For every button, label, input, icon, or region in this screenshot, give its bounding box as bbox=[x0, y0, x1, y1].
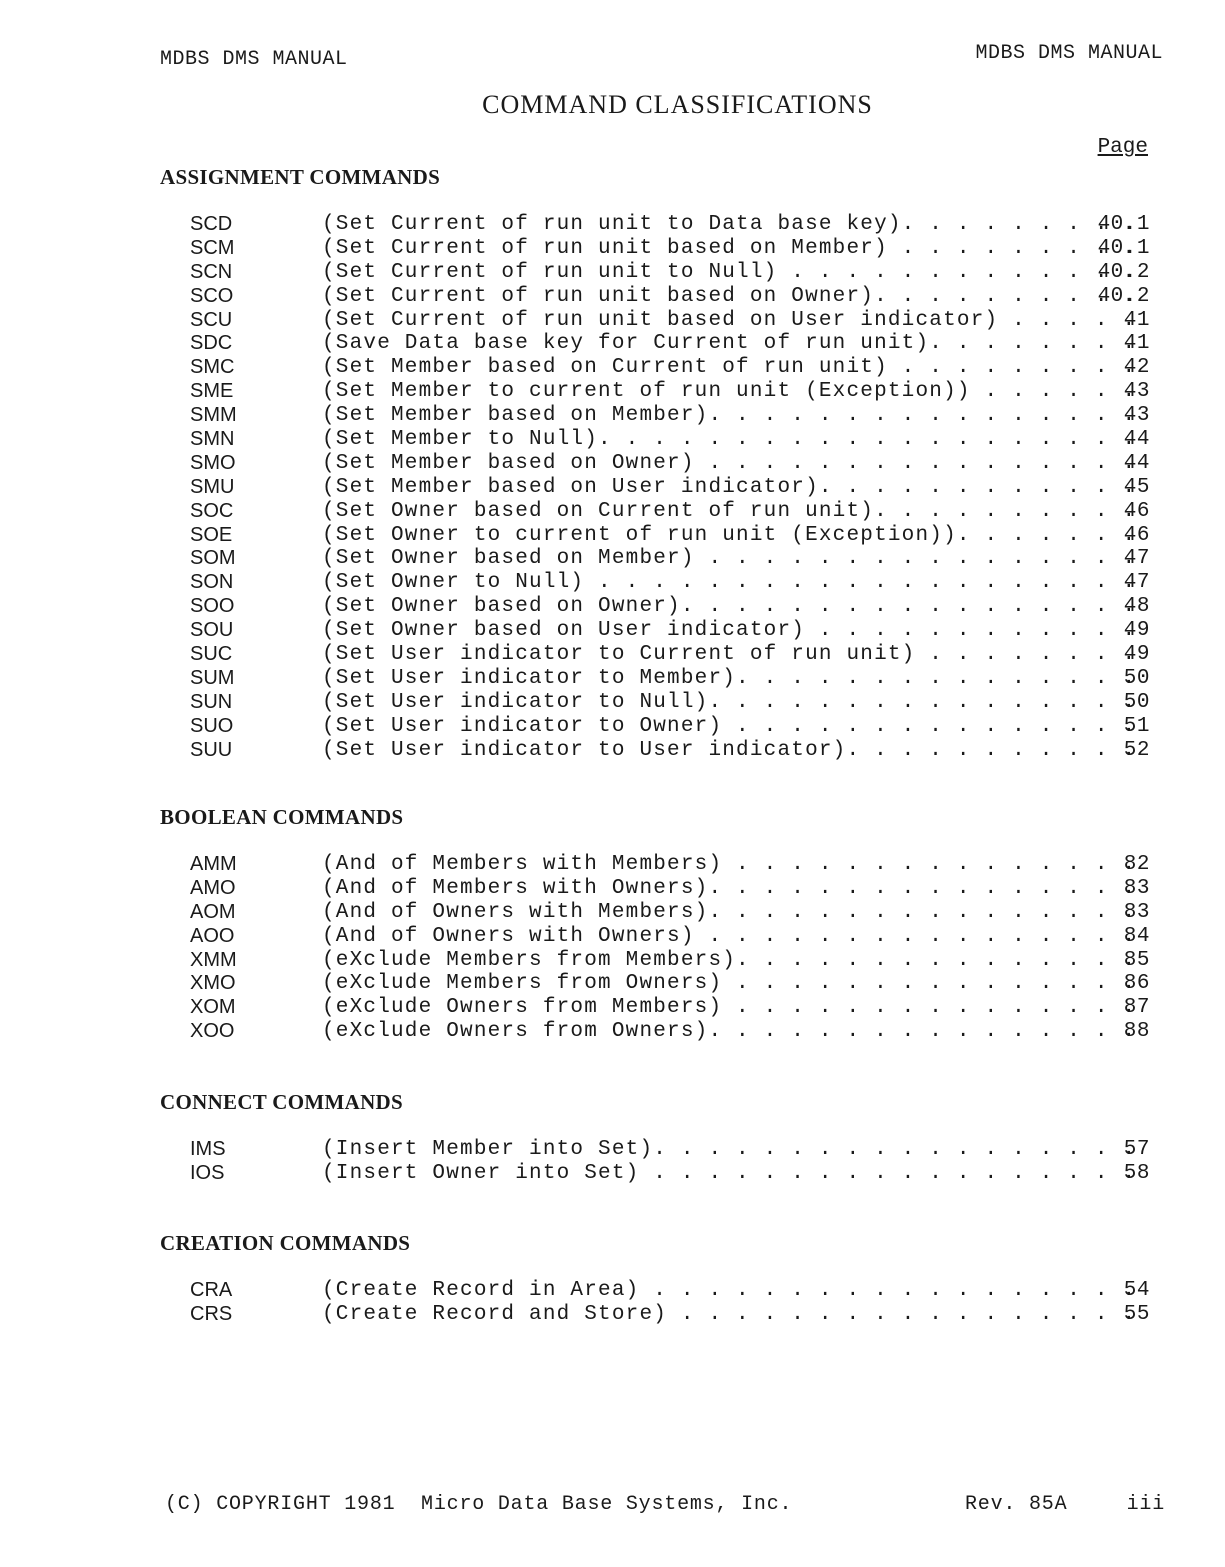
command-description-text: (Set User indicator to Owner) bbox=[322, 715, 726, 738]
command-row bbox=[160, 595, 1160, 619]
command-row bbox=[160, 380, 1160, 404]
command-page-number: 87 bbox=[1123, 996, 1150, 1020]
command-code: SON bbox=[190, 571, 234, 594]
command-row bbox=[160, 667, 1160, 691]
page-column-label: Page bbox=[1097, 136, 1148, 159]
command-description bbox=[322, 237, 1148, 260]
header-left: MDBS DMS MANUAL bbox=[160, 48, 348, 71]
command-page-number: 52 bbox=[1123, 738, 1150, 762]
command-description-text: (eXclude Members from Owners) bbox=[322, 972, 726, 995]
command-code: SMN bbox=[190, 428, 235, 451]
command-description-text: (Set User indicator to Member) bbox=[322, 667, 740, 690]
command-code: SMU bbox=[190, 475, 235, 498]
command-page-number: 45 bbox=[1123, 475, 1150, 499]
section-title: CREATION COMMANDS bbox=[160, 1231, 411, 1255]
command-description-text: (Set Owner based on Member) bbox=[322, 547, 699, 570]
command-description-text: (Set Current of run unit to Null) bbox=[322, 261, 781, 284]
command-description bbox=[322, 380, 1148, 403]
command-row bbox=[160, 925, 1160, 949]
command-description bbox=[322, 213, 1148, 236]
command-page-number: 47 bbox=[1123, 547, 1150, 571]
command-description-text: (Set Member based on Current of run unit) bbox=[322, 356, 892, 379]
command-page-number: 82 bbox=[1123, 853, 1150, 876]
command-row bbox=[160, 949, 1160, 973]
footer bbox=[165, 1493, 1165, 1516]
command-row bbox=[160, 571, 1160, 595]
command-row bbox=[160, 332, 1160, 356]
command-code: IOS bbox=[190, 1161, 225, 1184]
command-description-text: (Create Record and Store) bbox=[322, 1303, 671, 1326]
command-description bbox=[322, 356, 1148, 379]
command-description-text: (Set Member based on Owner) bbox=[322, 452, 699, 475]
command-description-text: (And of Owners with Owners) bbox=[322, 925, 699, 948]
command-description bbox=[322, 309, 1148, 332]
command-code: AOO bbox=[190, 924, 235, 947]
command-description-text: (Set Current of run unit based on Member) bbox=[322, 237, 892, 260]
command-description-text: (Set Owner to Null) bbox=[322, 571, 588, 594]
command-description bbox=[322, 571, 1148, 594]
command-description-text: (Set Member to current of run unit (Exception)) bbox=[322, 380, 975, 403]
command-row bbox=[160, 404, 1160, 428]
footer-revision: Rev. 85A bbox=[965, 1493, 1068, 1516]
command-code: SOE bbox=[190, 523, 233, 546]
section-title: BOOLEAN COMMANDS bbox=[160, 805, 404, 829]
command-page-number: 50 bbox=[1123, 666, 1150, 690]
command-code: XOM bbox=[190, 996, 236, 1019]
command-description bbox=[322, 500, 1148, 523]
command-description-text: (Set Owner to current of run unit (Exception)) bbox=[322, 524, 961, 547]
command-code: SOU bbox=[190, 619, 234, 642]
command-row bbox=[160, 972, 1160, 996]
command-page-number: 40.2 bbox=[1097, 260, 1150, 284]
command-description bbox=[322, 853, 1148, 876]
command-code: IMS bbox=[190, 1138, 226, 1160]
footer-copyright: (C) COPYRIGHT 1981 Micro Data Base Systems, Inc. bbox=[165, 1493, 793, 1516]
command-row bbox=[160, 261, 1160, 285]
command-code: XOO bbox=[190, 1020, 235, 1043]
command-description bbox=[322, 619, 1148, 642]
command-description-text: (Save Data base key for Current of run unit) bbox=[322, 332, 933, 355]
command-description-text: (Set Current of run unit based on Owner) bbox=[322, 285, 878, 308]
command-row bbox=[160, 1020, 1160, 1044]
command-description bbox=[322, 1162, 1148, 1185]
command-page-number: 85 bbox=[1123, 948, 1150, 972]
command-page-number: 88 bbox=[1123, 1020, 1150, 1044]
command-page-number: 41 bbox=[1123, 308, 1150, 332]
command-description-text: (Set Member to Null) bbox=[322, 428, 602, 451]
command-description bbox=[322, 524, 1148, 547]
command-page-number: 40.2 bbox=[1097, 284, 1150, 308]
command-row bbox=[160, 643, 1160, 667]
command-description bbox=[322, 332, 1148, 355]
command-row bbox=[160, 237, 1160, 261]
command-page-number: 47 bbox=[1123, 571, 1150, 595]
command-page-number: 48 bbox=[1123, 595, 1150, 619]
command-description bbox=[322, 877, 1148, 900]
command-list bbox=[160, 213, 1160, 762]
command-page-number: 40.1 bbox=[1097, 213, 1150, 236]
command-page-number: 46 bbox=[1123, 499, 1150, 523]
section-connect bbox=[160, 1090, 1160, 1186]
command-description-text: (And of Owners with Members) bbox=[322, 901, 712, 924]
command-row bbox=[160, 476, 1160, 500]
command-description-text: (Set Current of run unit to Data base key) bbox=[322, 213, 906, 236]
command-row bbox=[160, 524, 1160, 548]
command-code: SUN bbox=[190, 690, 233, 713]
command-code: XMO bbox=[190, 972, 236, 995]
command-description bbox=[322, 476, 1148, 499]
command-code: AOM bbox=[190, 900, 236, 923]
command-row bbox=[160, 1162, 1160, 1186]
command-description bbox=[322, 667, 1148, 690]
command-row bbox=[160, 452, 1160, 476]
command-description-text: (Set User indicator to User indicator) bbox=[322, 739, 850, 762]
section-assignment bbox=[160, 165, 1160, 762]
command-code: XMM bbox=[190, 948, 237, 971]
section-title: ASSIGNMENT COMMANDS bbox=[160, 165, 441, 189]
command-code: SUO bbox=[190, 714, 234, 737]
command-code: SMO bbox=[190, 451, 236, 474]
command-code: SMM bbox=[190, 404, 237, 427]
command-code: SME bbox=[190, 380, 234, 403]
command-code: SUU bbox=[190, 738, 233, 761]
section-boolean bbox=[160, 805, 1160, 1044]
command-page-number: 50 bbox=[1123, 690, 1150, 714]
command-description bbox=[322, 949, 1148, 972]
command-page-number: 42 bbox=[1123, 356, 1150, 380]
command-code: SCM bbox=[190, 236, 235, 259]
command-page-number: 40.1 bbox=[1097, 236, 1150, 260]
command-page-number: 49 bbox=[1123, 619, 1150, 643]
command-description-text: (Set Member based on Member) bbox=[322, 404, 712, 427]
command-page-number: 51 bbox=[1123, 714, 1150, 738]
command-code: SCU bbox=[190, 308, 233, 331]
command-row bbox=[160, 500, 1160, 524]
command-description-text: (Set User indicator to Null) bbox=[322, 691, 712, 714]
command-row bbox=[160, 1303, 1160, 1327]
command-description-text: (Set Owner based on Owner) bbox=[322, 595, 685, 618]
command-description bbox=[322, 285, 1148, 308]
command-row bbox=[160, 285, 1160, 309]
command-page-number: 83 bbox=[1123, 900, 1150, 924]
command-row bbox=[160, 901, 1160, 925]
command-description bbox=[322, 404, 1148, 427]
command-description bbox=[322, 643, 1148, 666]
command-row bbox=[160, 1279, 1160, 1303]
command-description-text: (Set Owner based on Current of run unit) bbox=[322, 500, 878, 523]
command-description-text: (eXclude Owners from Members) bbox=[322, 996, 726, 1019]
command-code: SDC bbox=[190, 332, 233, 355]
command-code: CRS bbox=[190, 1302, 233, 1325]
command-description-text: (And of Members with Owners) bbox=[322, 877, 712, 900]
command-description-text: (Set Owner based on User indicator) bbox=[322, 619, 809, 642]
command-code: SUM bbox=[190, 666, 235, 689]
command-page-number: 43 bbox=[1123, 404, 1150, 428]
command-row bbox=[160, 877, 1160, 901]
command-row bbox=[160, 739, 1160, 763]
command-description-text: (eXclude Members from Members) bbox=[322, 949, 740, 972]
command-description bbox=[322, 1020, 1148, 1043]
command-description bbox=[322, 428, 1148, 451]
command-code: AMM bbox=[190, 853, 237, 875]
command-description bbox=[322, 261, 1148, 284]
command-row bbox=[160, 309, 1160, 333]
command-description-text: (Insert Owner into Set) bbox=[322, 1162, 643, 1185]
command-row bbox=[160, 356, 1160, 380]
command-row bbox=[160, 428, 1160, 452]
command-row bbox=[160, 213, 1160, 237]
command-description bbox=[322, 925, 1148, 948]
command-description bbox=[322, 691, 1148, 714]
footer-page-number: iii bbox=[1126, 1493, 1165, 1516]
command-page-number: 46 bbox=[1123, 523, 1150, 547]
command-row bbox=[160, 547, 1160, 571]
command-description-text: (eXclude Owners from Owners) bbox=[322, 1020, 712, 1043]
command-code: SCD bbox=[190, 213, 233, 235]
command-row bbox=[160, 715, 1160, 739]
command-page-number: 83 bbox=[1123, 876, 1150, 900]
command-description bbox=[322, 1303, 1148, 1326]
command-row bbox=[160, 853, 1160, 877]
command-page-number: 44 bbox=[1123, 428, 1150, 452]
command-code: SCO bbox=[190, 284, 234, 307]
command-code: CRA bbox=[190, 1279, 233, 1301]
command-description bbox=[322, 595, 1148, 618]
command-row bbox=[160, 691, 1160, 715]
command-code: SOO bbox=[190, 595, 235, 618]
command-page-number: 86 bbox=[1123, 972, 1150, 996]
page-title: COMMAND CLASSIFICATIONS bbox=[482, 90, 873, 119]
command-description-text: (And of Members with Members) bbox=[322, 853, 726, 876]
command-page-number: 57 bbox=[1123, 1138, 1150, 1161]
command-code: SUC bbox=[190, 643, 233, 666]
command-description-text: (Set User indicator to Current of run unit) bbox=[322, 643, 920, 666]
command-code: SCN bbox=[190, 260, 233, 283]
command-code: SOM bbox=[190, 547, 236, 570]
command-description bbox=[322, 739, 1148, 762]
header-right: MDBS DMS MANUAL bbox=[975, 42, 1163, 65]
command-page-number: 43 bbox=[1123, 380, 1150, 404]
command-list bbox=[160, 1279, 1160, 1327]
command-description bbox=[322, 715, 1148, 738]
command-row bbox=[160, 619, 1160, 643]
command-row bbox=[160, 1138, 1160, 1162]
command-code: AMO bbox=[190, 876, 236, 899]
command-page-number: 84 bbox=[1123, 924, 1150, 948]
command-description bbox=[322, 901, 1148, 924]
command-page-number: 41 bbox=[1123, 332, 1150, 356]
command-description-text: (Set Member based on User indicator) bbox=[322, 476, 823, 499]
command-page-number: 49 bbox=[1123, 643, 1150, 667]
section-title: CONNECT COMMANDS bbox=[160, 1090, 403, 1114]
command-description bbox=[322, 1138, 1148, 1161]
command-page-number: 58 bbox=[1123, 1161, 1150, 1185]
command-description-text: (Insert Member into Set) bbox=[322, 1138, 657, 1161]
command-description bbox=[322, 996, 1148, 1019]
command-description bbox=[322, 972, 1148, 995]
command-page-number: 44 bbox=[1123, 451, 1150, 475]
command-list bbox=[160, 853, 1160, 1044]
command-list bbox=[160, 1138, 1160, 1186]
section-creation bbox=[160, 1231, 1160, 1327]
command-row bbox=[160, 996, 1160, 1020]
command-page-number: 55 bbox=[1123, 1302, 1150, 1326]
command-description-text: (Set Current of run unit based on User indicator) bbox=[322, 309, 1002, 332]
command-code: SOC bbox=[190, 499, 234, 522]
command-description-text: (Create Record in Area) bbox=[322, 1279, 643, 1302]
command-description bbox=[322, 1279, 1148, 1302]
command-code: SMC bbox=[190, 356, 235, 379]
command-page-number: 54 bbox=[1123, 1279, 1150, 1302]
command-description bbox=[322, 452, 1148, 475]
command-description bbox=[322, 547, 1148, 570]
